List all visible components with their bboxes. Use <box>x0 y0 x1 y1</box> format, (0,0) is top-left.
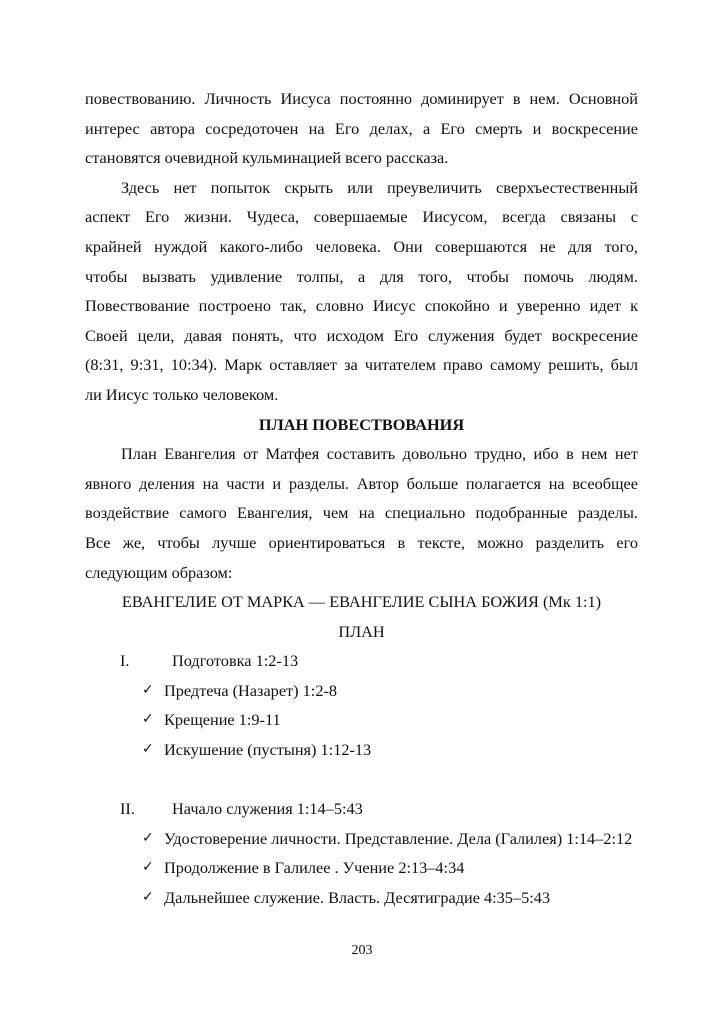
gospel-title: ЕВАНГЕЛИЕ ОТ МАРКА — ЕВАНГЕЛИЕ СЫНА БОЖИЯ (Мк 1:1) <box>121 592 602 612</box>
text-line: Повествование построено так, словно Иисус спокойно и уверенно идет к <box>85 296 638 316</box>
text-line: Все же, чтобы лучше ориентироваться в тексте, можно разделить его <box>85 532 638 552</box>
checkmark-icon: ✓ <box>142 829 154 846</box>
outline-item-text: Крещение 1:9-11 <box>164 710 281 730</box>
text-line: чтобы вызвать удивление толпы, а для того, чтобы помочь людям. <box>85 266 638 286</box>
outline-heading-text: Подготовка 1:2-13 <box>172 651 299 671</box>
text-line: Здесь нет попыток скрыть или преувеличить сверхъестественный <box>121 177 638 197</box>
outline-item-text: Искушение (пустыня) 1:12-13 <box>164 740 372 760</box>
text-line: крайней нуждой какого-либо человека. Они совершаются не для того, <box>85 236 638 256</box>
text-line: ли Иисус только человеком. <box>85 384 279 404</box>
outline-item <box>85 735 638 765</box>
outline-section-2 <box>85 794 638 912</box>
outline-item-text: Удостоверение личности. Представление. Дела (Галилея) 1:14–2:12 <box>164 828 633 848</box>
checkmark-icon: ✓ <box>142 889 154 906</box>
paragraph-2 <box>85 173 638 410</box>
document-page <box>85 84 638 913</box>
outline-heading <box>85 794 638 824</box>
checkmark-icon: ✓ <box>142 859 154 876</box>
outline-item <box>85 824 638 854</box>
text-line: интерес автора сосредоточен на Его делах, а Его смерть и воскресение <box>85 118 638 138</box>
text-line: воздействие самого Евангелия, чем на специально подобранные разделы. <box>85 503 638 523</box>
text-line: явного деления на части и разделы. Автор больше полагается на всеобщее <box>85 473 638 493</box>
checkmark-icon: ✓ <box>142 741 154 758</box>
outline-item <box>85 883 638 913</box>
outline-item <box>85 705 638 735</box>
roman-numeral: II. <box>120 799 135 819</box>
outline-item-text: Дальнейшее служение. Власть. Десятиградие 4:35–5:43 <box>164 888 551 908</box>
text-line: повествованию. Личность Иисуса постоянно доминирует в нем. Основной <box>85 89 638 108</box>
checkmark-icon: ✓ <box>142 711 154 728</box>
outline-section-1 <box>85 646 638 764</box>
spacer <box>85 765 638 795</box>
text-line: аспект Его жизни. Чудеса, совершаемые Иисусом, всегда связаны с <box>85 207 638 227</box>
plan-title: ПЛАН <box>338 621 385 641</box>
text-line: Своей цели, давая понять, что исходом Его служения будет воскресение <box>85 325 638 345</box>
page-number: 203 <box>351 943 373 958</box>
text-line: становятся очевидной кульминацией всего рассказа. <box>85 148 449 168</box>
outline-heading-text: Начало служения 1:14–5:43 <box>172 799 363 819</box>
outline-item <box>85 676 638 706</box>
plan-intro-paragraph <box>85 439 638 587</box>
roman-numeral: I. <box>120 651 130 671</box>
outline-item <box>85 853 638 883</box>
outline-item-text: Предтеча (Назарет) 1:2-8 <box>164 680 338 700</box>
checkmark-icon: ✓ <box>142 681 154 698</box>
text-line: (8:31, 9:31, 10:34). Марк оставляет за читателем право самому решить, был <box>85 355 638 375</box>
text-line: следующим образом: <box>85 562 233 582</box>
outline-item-text: Продолжение в Галилее . Учение 2:13–4:34 <box>164 858 465 878</box>
outline-heading <box>85 646 638 676</box>
paragraph-1 <box>85 84 638 173</box>
section-heading: ПЛАН ПОВЕСТВОВАНИЯ <box>258 414 465 434</box>
text-line: План Евангелия от Матфея составить довольно трудно, ибо в нем нет <box>121 444 638 464</box>
